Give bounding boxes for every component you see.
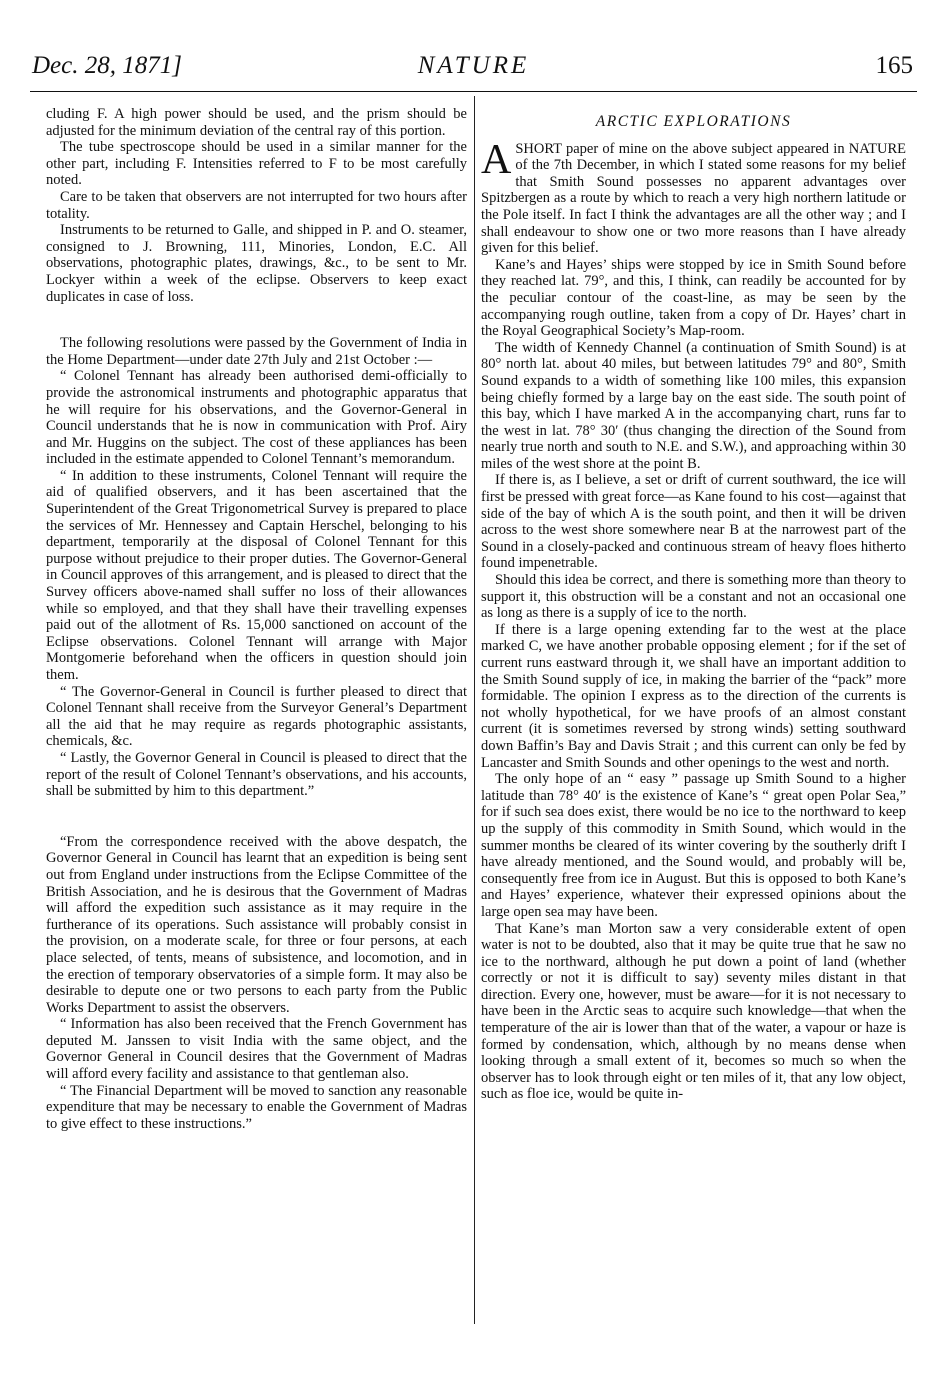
paragraph: Should this idea be correct, and there is something more than theory to support it, this obstruction will be a constant and not an occasional one as long as there is a supply of ice to the north. bbox=[481, 572, 906, 622]
paragraph: cluding F. A high power should be used, and the prism should be adjusted for the minimum deviation of the central ray of this portion. bbox=[46, 106, 467, 139]
page-number: 165 bbox=[875, 52, 913, 79]
right-column bbox=[481, 106, 906, 1103]
paragraph: “From the correspondence received with the above despatch, the Governor General in Council has learnt that an expedition is being sent out from England under instructions from the Eclipse Committee of the British Association, and he is desirous that the Government of Madras will afford the expedition such assistance as it may require in the furtherance of its operations. Such assistance will probably consist in the provision, on a moderate scale, for three or four persons, at each place selected, of tents, means of subsistence, and locomotion, and in the erection of temporary observatories of a simple form. It may also be desirable to depute one or two persons to each party from the Public Works Department to assist the observers. bbox=[46, 833, 467, 1016]
column-divider bbox=[474, 96, 475, 1324]
drop-cap: A bbox=[481, 136, 512, 183]
paragraph: “ Information has also been received that the French Government has deputed M. Janssen to visit India with the same object, and the Governor General in Council desires that the Government of Madras will afford every facility and assistance to that gentleman also. bbox=[46, 1016, 467, 1083]
paragraph-text: SHORT paper of mine on the above subject appeared in NATURE of the 7th December, in which I stated some reasons for my belief that Smith Sound possesses no apparent advantages over Spitzbergen as a route by which to reach a very high northern latitude or the Pole itself. In fact I think the advantages are all the other way ; and I shall endeavour to show one or two more reasons than I have already given for this belief. bbox=[481, 140, 906, 257]
paragraph: That Kane’s man Morton saw a very considerable extent of open water is not to be doubted, also that it may be quite true that he saw no ice to the northward, although he put down a point of land (whether correctly or not it is difficult to say) seventy miles distant in that direction. Every one, however, must be aware—for it is not necessary to have been in the Arctic seas to acquire such knowledge—that when the temperature of the air is lower than that of the water, a vapour or haze is formed by condensation, which, although by no means dense when looking through a small extent of it, becomes so much so when the observer has to look through eight or ten miles of it, that any low object, such as floe ice, would be quite in- bbox=[481, 920, 906, 1103]
page-header bbox=[30, 52, 917, 92]
paragraph: “ The Governor-General in Council is further pleased to direct that Colonel Tennant shall receive from the Surveyor General’s Department all the aid that he may require as regards photographic assistants, chemicals, &c. bbox=[46, 683, 467, 750]
issue-date: Dec. 28, 1871] bbox=[32, 52, 182, 79]
paragraph: Instruments to be returned to Galle, and shipped in P. and O. steamer, consigned to J. Browning, 111, Minories, London, E.C. All observations, photographic plates, drawings, &c., to be sent to Mr. Lockyer within a week of the eclipse. Observers to keep exact duplicates in case of loss. bbox=[46, 222, 467, 305]
paragraph-opening bbox=[481, 136, 906, 257]
paragraph: If there is a large opening extending far to the west at the place marked C, we have another probable opposing element ; for if the set of current runs eastward through it, we shall have an important addition to the Smith Sound supply of ice, in making the barrier of the “pack” more formidable. The opinion I express as to the direction of the currents is not wholly hypothetical, for we have proofs of an almost constant current (it is sometimes reversed by strong winds) setting southward down Baffin’s Bay and Davis Strait ; and this current can only be fed by Lancaster and Smith Sounds and other openings to the west and north. bbox=[481, 621, 906, 771]
paragraph: Care to be taken that observers are not interrupted for two hours after totality. bbox=[46, 188, 467, 222]
paragraph: The following resolutions were passed by the Government of India in the Home Department—under date 27th July and 21st October :— bbox=[46, 335, 467, 368]
paragraph: “ The Financial Department will be moved to sanction any reasonable expenditure that may be necessary to enable the Government of Madras to give effect to these instructions.” bbox=[46, 1082, 467, 1132]
journal-title: NATURE bbox=[417, 52, 530, 79]
paragraph: The tube spectroscope should be used in a similar manner for the other part, including F. Intensities referred to F to be most carefully noted. bbox=[46, 139, 467, 189]
paragraph: The only hope of an “ easy ” passage up Smith Sound to a higher latitude than 78° 40′ is the existence of Kane’s “ great open Polar Sea,” for if such sea does exist, there would be no ice to the northward to keep up the supply of this commodity in Smith Sound, which would in the summer months be cleared of its winter covering by the southerly drift I have already mentioned, and the Sound would, and probably will be, consequently free from ice in August. But this is opposed to both Kane’s and Hayes’ experience, whatever their expressed opinions about the large open sea may have been. bbox=[481, 771, 906, 920]
article-title: ARCTIC EXPLORATIONS bbox=[595, 113, 792, 130]
paragraph: “ In addition to these instruments, Colonel Tennant will require the aid of qualified observers, and it has been ascertained that the Superintendent of the Great Trigonometrical Survey is prepared to place the services of Mr. Hennessey and Captain Herschel, belonging to his department, temporarily at the disposal of Colonel Tennant for this purpose without prejudice to their proper duties. The Governor-General in Council approves of this arrangement, and is pleased to direct that the Survey officers above-named shall suffer no loss of their allowances while so employed, and that they shall have their travelling expenses paid out of the allotment of Rs. 15,000 sanctioned on account of the Eclipse observations. Colonel Tennant will arrange with Major Montgomerie beforehand when the officers in question should join them. bbox=[46, 467, 467, 683]
paragraph: “ Colonel Tennant has already been authorised demi-officially to provide the astronomical instruments and photographic apparatus that he will require for his observations, and the Governor-General in Council understands that he is now in communication with Prof. Airy and Mr. Huggins on the subject. The cost of these appliances has been included in the estimate appended to Colonel Tennant’s memorandum. bbox=[46, 368, 467, 468]
header-rule bbox=[30, 91, 917, 92]
paragraph: Kane’s and Hayes’ ships were stopped by ice in Smith Sound before they reached lat. 79°, and this, I think, can readily be accounted for by the peculiar contour of the coast-line, as may be seen by the accompanying rough outline, taken from a copy of Dr. Hayes’ chart in the Royal Geographical Society’s Map-room. bbox=[481, 256, 906, 340]
paragraph: The width of Kennedy Channel (a continuation of Smith Sound) is at 80° north lat. about 40 miles, but between latitudes 79° and 80°, Smith Sound expands to a width of something like 100 miles, this expansion being chiefly formed by a large bay on the east side. The south point of this bay, which I have marked A in the accompanying chart, runs far to the west in lat. 78° 30′ (thus changing the direction of the Sound from nearly true north and south to N.E. and S.W.), and approaching within 30 miles of the west shore at the point B. bbox=[481, 339, 906, 472]
paragraph: “ Lastly, the Governor General in Council is pleased to direct that the report of the result of Colonel Tennant’s observations, and his accounts, shall be submitted by him to this department.” bbox=[46, 749, 467, 800]
left-column bbox=[46, 106, 467, 1132]
paragraph: If there is, as I believe, a set or drift of current southward, the ice will first be pressed with great force—as Kane found to his cost—against that side of the bay of which A is the south point, and then it will be driven across to the west shore somewhere near B at the narrowest part of the Sound in a closely-packed and continuous stream of heavy floes hitherto found impenetrable. bbox=[481, 472, 906, 572]
